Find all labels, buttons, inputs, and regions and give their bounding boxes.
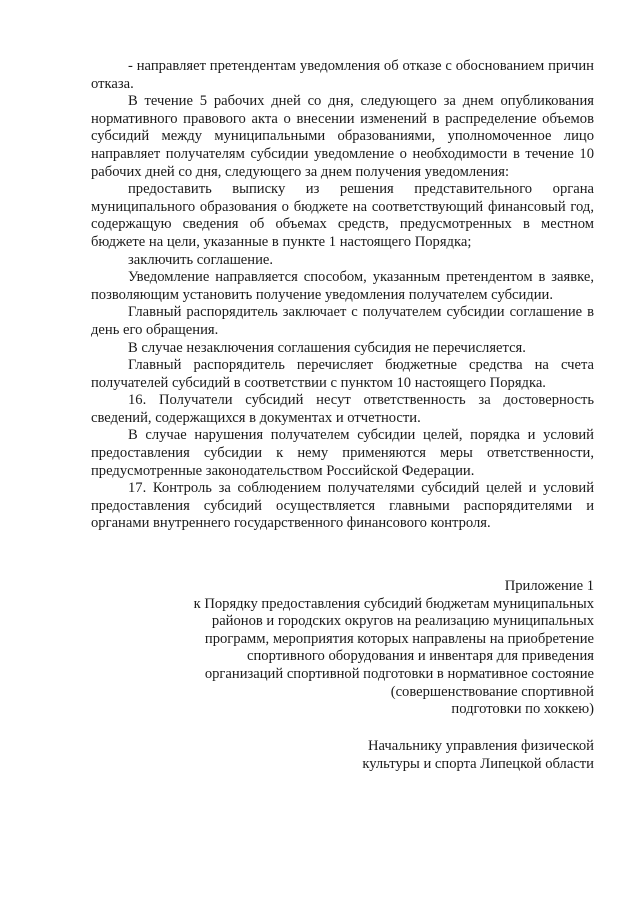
addressee-line: культуры и спорта Липецкой области [362, 755, 594, 772]
paragraph-notification-method: Уведомление направляется способом, указанным претендентом в заявке, позволяющим установить получение уведомления получателем субсидии. [91, 269, 594, 303]
appendix-line: районов и городских округов на реализацию муниципальных [211, 613, 594, 630]
appendix-line: к Порядку предоставления субсидий бюджетам муниципальных [193, 595, 594, 612]
addressee-line: Начальнику управления физической [367, 738, 594, 754]
paragraph-item-17: 17. Контроль за соблюдением получателями субсидий целей и условий предоставления субсидий осуществляется главными распорядителями и органами внутреннего государственного финансового контроля. [91, 480, 594, 532]
appendix-line: программ, мероприятия которых направлены на приобретение [204, 630, 594, 647]
paragraph-provide-extract: предоставить выписку из решения представительного органа муниципального образования о бюджете на соответствующий финансовый год, содержащую сведения об объемах средств, предусмотренных в местном бюджете на цели, указанные в пункте 1 настоящего Порядка; [91, 181, 594, 250]
document-body [91, 58, 594, 533]
paragraph-no-transfer: В случае незаключения соглашения субсидия не перечисляется. [128, 339, 526, 356]
appendix-line: подготовки по хоккею) [451, 701, 594, 718]
appendix-line: (совершенствование спортивной [390, 683, 594, 700]
paragraph-violation-liability: В случае нарушения получателем субсидии целей, порядка и условий предоставления субсидии к нему применяются меры ответственности, предусмотренные законодательством Российской Федерации. [91, 427, 594, 479]
appendix-line: спортивного оборудования и инвентаря для приведения [247, 648, 594, 665]
paragraph-conclude-agreement: заключить соглашение. [128, 251, 274, 268]
addressee-block [194, 738, 594, 773]
paragraph-notification-deadline: В течение 5 рабочих дней со дня, следующего за днем опубликования нормативного правового акта о внесении изменений в распределение объемов субсидий между муниципальными образованиями, уполномоченное лицо направляет получателям субсидии уведомление о необходимости в течение 10 рабочих дней со дня, следующего за днем получения уведомления: [91, 93, 594, 180]
paragraph-funds-transfer: Главный распорядитель перечисляет бюджетные средства на счета получателей субсидий в соответствии с пунктом 10 настоящего Порядка. [91, 357, 594, 391]
appendix-header [124, 578, 594, 719]
appendix-line: организаций спортивной подготовки в нормативное состояние [204, 665, 594, 682]
paragraph-refusal-notice: - направляет претендентам уведомления об отказе с обоснованием причин отказа. [91, 58, 594, 92]
appendix-title: Приложение 1 [504, 578, 594, 594]
paragraph-item-16: 16. Получатели субсидий несут ответственность за достоверность сведений, содержащихся в документах и отчетности. [91, 392, 594, 426]
paragraph-agreement-day: Главный распорядитель заключает с получателем субсидии соглашение в день его обращения. [91, 304, 594, 338]
